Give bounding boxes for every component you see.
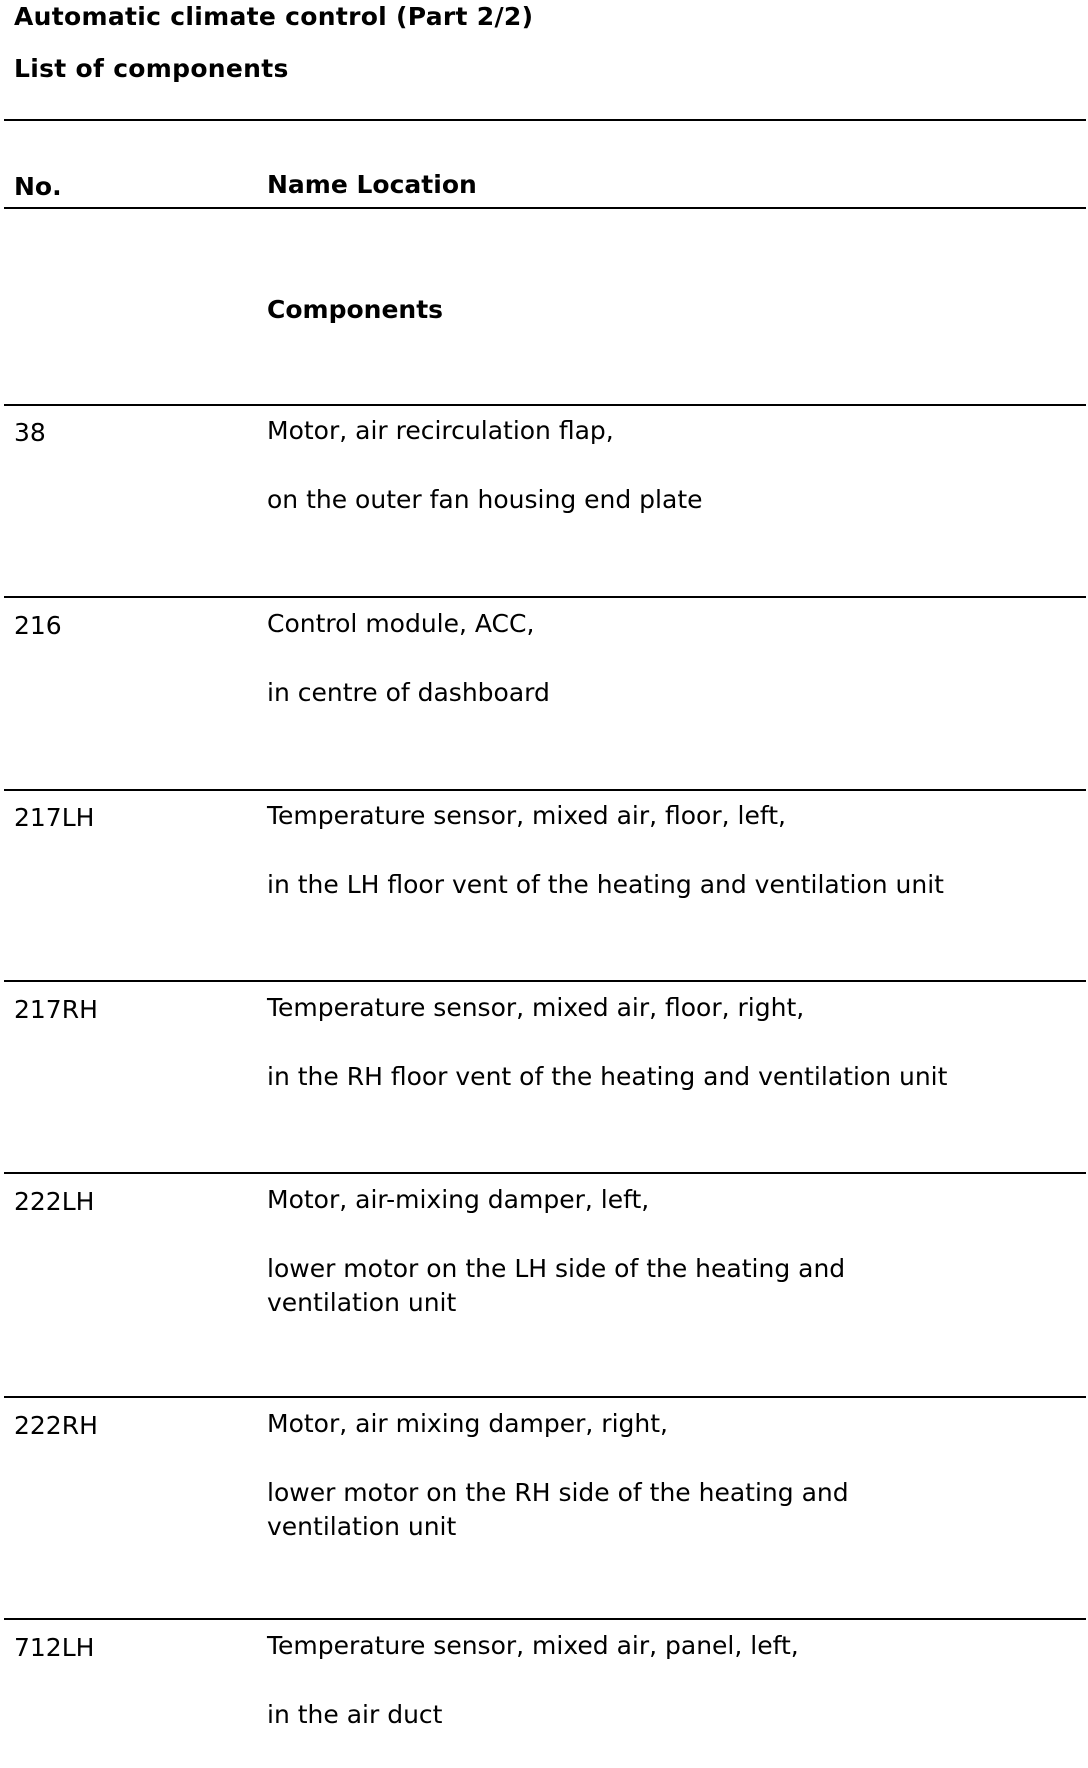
row-name: Motor, air mixing damper, right,	[267, 1409, 668, 1438]
row-rule	[4, 1618, 1086, 1620]
header-name-location: Name Location	[267, 170, 477, 199]
row-number: 222RH	[14, 1411, 98, 1440]
row-number: 217LH	[14, 803, 95, 832]
row-number: 222LH	[14, 1187, 95, 1216]
row-number: 38	[14, 418, 46, 447]
row-name: Motor, air recirculation flap,	[267, 416, 614, 445]
row-location: in the RH floor vent of the heating and ventilation unit	[267, 1062, 948, 1091]
row-name: Temperature sensor, mixed air, floor, left,	[267, 801, 786, 830]
row-location: in the LH floor vent of the heating and ventilation unit	[267, 870, 944, 899]
document-subtitle: List of components	[14, 54, 289, 83]
row-location: lower motor on the RH side of the heating and ventilation unit	[267, 1478, 849, 1541]
row-rule	[4, 1396, 1086, 1398]
row-name: Control module, ACC,	[267, 609, 535, 638]
row-location: lower motor on the LH side of the heating and ventilation unit	[267, 1254, 846, 1317]
row-number: 712LH	[14, 1633, 95, 1662]
row-rule	[4, 980, 1086, 982]
row-rule	[4, 596, 1086, 598]
header-no: No.	[14, 172, 62, 201]
section-label: Components	[267, 295, 444, 324]
row-rule	[4, 1172, 1086, 1174]
document-title: Automatic climate control (Part 2/2)	[14, 2, 534, 31]
row-rule	[4, 404, 1086, 406]
row-name: Temperature sensor, mixed air, floor, right,	[267, 993, 805, 1022]
row-location: on the outer fan housing end plate	[267, 485, 703, 514]
row-name: Temperature sensor, mixed air, panel, left,	[267, 1631, 799, 1660]
row-name: Motor, air-mixing damper, left,	[267, 1185, 650, 1214]
row-number: 217RH	[14, 995, 98, 1024]
row-location: in centre of dashboard	[267, 678, 550, 707]
row-number: 216	[14, 611, 62, 640]
row-rule	[4, 789, 1086, 791]
top-rule	[4, 119, 1086, 121]
header-rule	[4, 207, 1086, 209]
row-location: in the air duct	[267, 1700, 443, 1729]
